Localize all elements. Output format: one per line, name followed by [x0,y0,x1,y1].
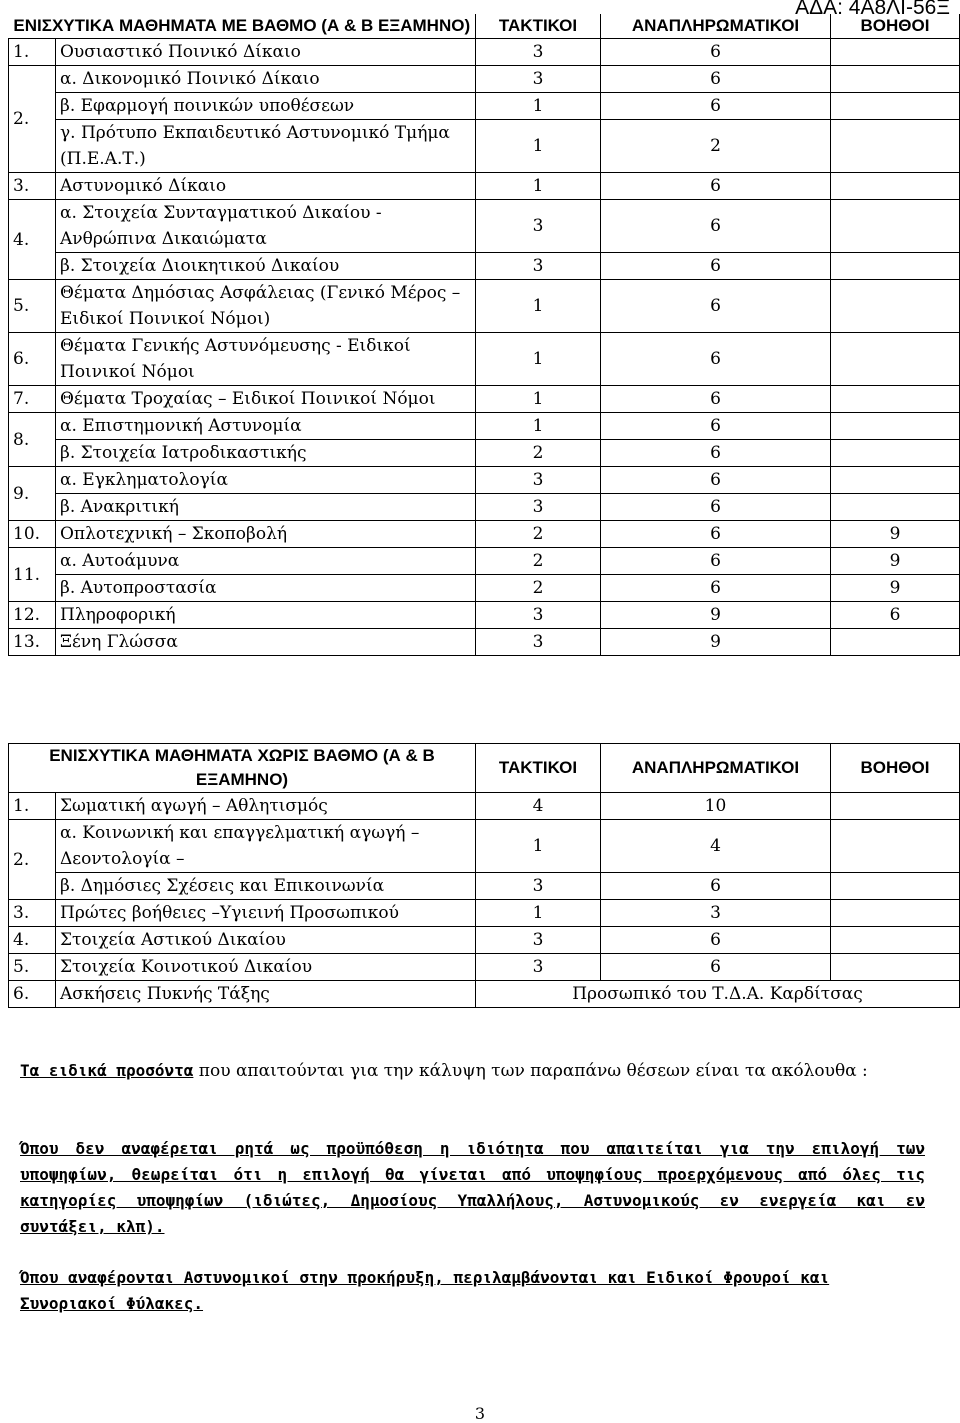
row-regular: 1 [476,333,601,386]
row-substitute: 6 [601,280,831,333]
row-substitute: 6 [601,575,831,602]
row-subject: β. Στοιχεία Διοικητικού Δικαίου [56,253,476,280]
table-row [9,820,960,873]
row-regular: 3 [476,66,601,93]
row-assistants [831,120,960,173]
table-row [9,793,960,820]
row-regular: 1 [476,900,601,927]
row-regular: 1 [476,820,601,873]
row-subject: β. Αυτοπροστασία [56,575,476,602]
row-subject: α. Κοινωνική και επαγγελματική αγωγή – Δεοντολογία – [56,820,476,873]
col-substitute: ΑΝΑΠΛΗΡΩΜΑΤΙΚΟΙ [601,744,831,793]
row-substitute: 6 [601,521,831,548]
row-number: 4. [9,927,56,954]
row-substitute: 4 [601,820,831,873]
row-substitute: 6 [601,954,831,981]
row-regular: 1 [476,280,601,333]
intro-bold: Τα ειδικά προσόντα [20,1061,194,1080]
row-regular: 3 [476,602,601,629]
table-header [9,14,960,39]
row-regular: 3 [476,927,601,954]
table-row [9,954,960,981]
row-assistants [831,440,960,467]
table-row [9,521,960,548]
row-substitute: 6 [601,200,831,253]
row-assistants [831,873,960,900]
row-assistants [831,253,960,280]
row-assistants [831,629,960,656]
row-assistants [831,494,960,521]
row-assistants [831,820,960,873]
row-number: 3. [9,900,56,927]
row-subject: Πρώτες βοήθειες –Υγιεινή Προσωπικού [56,900,476,927]
row-subject: Ουσιαστικό Ποινικό Δίκαιο [56,39,476,66]
table-title: ΕΝΙΣΧΥΤΙΚΑ ΜΑΘΗΜΑΤΑ ΜΕ ΒΑΘΜΟ (Α & Β ΕΞΑΜΗΝΟ) [9,14,476,39]
row-assistants [831,413,960,440]
table-row [9,548,960,575]
row-regular: 3 [476,494,601,521]
table-row [9,981,960,1008]
row-subject: β. Εφαρμογή ποινικών υποθέσεων [56,93,476,120]
row-regular: 1 [476,93,601,120]
row-subject: α. Δικονομικό Ποινικό Δίκαιο [56,66,476,93]
row-number: 11. [9,548,56,602]
row-number: 9. [9,467,56,521]
row-assistants [831,93,960,120]
row-number: 1. [9,39,56,66]
table-row [9,66,960,93]
col-assistants: ΒΟΗΘΟΙ [831,14,960,39]
row-assistants [831,793,960,820]
row-number: 3. [9,173,56,200]
row-regular: 1 [476,413,601,440]
row-number: 10. [9,521,56,548]
row-subject: Θέματα Δημόσιας Ασφάλειας (Γενικό Μέρος – Ειδικοί Ποινικοί Νόμοι) [56,280,476,333]
row-substitute: 6 [601,93,831,120]
table-row [9,413,960,440]
row-number: 2. [9,66,56,173]
row-substitute: 2 [601,120,831,173]
row-assistants [831,954,960,981]
row-subject: β. Δημόσιες Σχέσεις και Επικοινωνία [56,873,476,900]
row-substitute: 6 [601,440,831,467]
table-row [9,200,960,253]
row-number: 6. [9,981,56,1008]
row-subject: Θέματα Γενικής Αστυνόμευσης - Ειδικοί Ποινικοί Νόμοι [56,333,476,386]
row-substitute: 10 [601,793,831,820]
row-regular: 3 [476,39,601,66]
col-assistants: ΒΟΗΘΟΙ [831,744,960,793]
row-substitute: 9 [601,629,831,656]
row-regular: 1 [476,173,601,200]
row-substitute: 6 [601,467,831,494]
row-assistants [831,39,960,66]
row-assistants: 6 [831,602,960,629]
row-subject: γ. Πρότυπο Εκπαιδευτικό Αστυνομικό Τμήμα (Π.Ε.Α.Τ.) [56,120,476,173]
row-regular: 2 [476,521,601,548]
row-number: 1. [9,793,56,820]
table-row [9,629,960,656]
graded-courses-table [8,14,960,656]
row-regular: 2 [476,548,601,575]
table-row [9,386,960,413]
row-assistants [831,280,960,333]
row-number: 2. [9,820,56,900]
row-substitute: 6 [601,386,831,413]
row-substitute: 6 [601,873,831,900]
row-number: 7. [9,386,56,413]
row-substitute: 6 [601,66,831,93]
row-subject: Οπλοτεχνική – Σκοποβολή [56,521,476,548]
qualifications-intro [20,1058,925,1084]
row-subject: β. Ανακριτική [56,494,476,521]
row-number: 13. [9,629,56,656]
row-substitute: 3 [601,900,831,927]
page-number: 3 [474,1404,486,1423]
row-staff: Προσωπικό του Τ.Δ.Α. Καρδίτσας [476,981,960,1008]
row-number: 12. [9,602,56,629]
row-assistants [831,900,960,927]
row-subject: Πληροφορική [56,602,476,629]
row-assistants: 9 [831,548,960,575]
row-regular: 3 [476,467,601,494]
row-subject: α. Αυτοάμυνα [56,548,476,575]
row-regular: 3 [476,873,601,900]
row-subject: Αστυνομικό Δίκαιο [56,173,476,200]
table-row [9,873,960,900]
row-regular: 2 [476,575,601,602]
table-row [9,39,960,66]
note-paragraph-1 [20,1136,925,1240]
row-regular: 3 [476,200,601,253]
table-row [9,467,960,494]
row-assistants [831,927,960,954]
note-text: Όπου αναφέρονται Αστυνομικοί στην προκήρυξη, περιλαμβάνονται και Ειδικοί Φρουροί και Συνοριακοί Φύλακες. [20,1268,830,1313]
row-subject: Στοιχεία Αστικού Δικαίου [56,927,476,954]
row-substitute: 6 [601,548,831,575]
col-regular: ΤΑΚΤΙΚΟΙ [476,14,601,39]
row-regular: 1 [476,386,601,413]
row-regular: 3 [476,954,601,981]
table-row [9,602,960,629]
table-row [9,253,960,280]
row-number: 5. [9,280,56,333]
note-paragraph-2 [20,1265,925,1317]
table-row [9,93,960,120]
row-number: 5. [9,954,56,981]
row-regular: 2 [476,440,601,467]
table-row [9,440,960,467]
row-assistants [831,386,960,413]
col-regular: ΤΑΚΤΙΚΟΙ [476,744,601,793]
row-assistants [831,173,960,200]
row-assistants: 9 [831,521,960,548]
row-regular: 3 [476,629,601,656]
row-number: 4. [9,200,56,280]
row-regular: 3 [476,253,601,280]
table-header [9,744,960,793]
row-assistants [831,467,960,494]
row-assistants [831,66,960,93]
row-subject: Ασκήσεις Πυκνής Τάξης [56,981,476,1008]
row-assistants [831,333,960,386]
col-substitute: ΑΝΑΠΛΗΡΩΜΑΤΙΚΟΙ [601,14,831,39]
ungraded-courses-table [8,743,960,1008]
table-row [9,333,960,386]
row-subject: Σωματική αγωγή – Αθλητισμός [56,793,476,820]
row-subject: β. Στοιχεία Ιατροδικαστικής [56,440,476,467]
row-substitute: 9 [601,602,831,629]
row-subject: Θέματα Τροχαίας – Ειδικοί Ποινικοί Νόμοι [56,386,476,413]
table-row [9,900,960,927]
table-row [9,494,960,521]
row-subject: Στοιχεία Κοινοτικού Δικαίου [56,954,476,981]
intro-text: που απαιτούνται για την κάλυψη των παραπάνω θέσεων είναι τα ακόλουθα : [193,1061,868,1081]
row-substitute: 6 [601,927,831,954]
row-substitute: 6 [601,253,831,280]
table-row [9,173,960,200]
row-substitute: 6 [601,39,831,66]
table-row [9,280,960,333]
table-row [9,575,960,602]
row-subject: α. Επιστημονική Αστυνομία [56,413,476,440]
table-row [9,927,960,954]
row-substitute: 6 [601,413,831,440]
row-number: 6. [9,333,56,386]
document-code: ΑΔΑ: 4Α8ΛΙ-56Ξ [795,0,950,19]
row-regular: 1 [476,120,601,173]
row-substitute: 6 [601,494,831,521]
row-regular: 4 [476,793,601,820]
row-subject: α. Στοιχεία Συνταγματικού Δικαίου - Ανθρώπινα Δικαιώματα [56,200,476,253]
row-substitute: 6 [601,333,831,386]
row-subject: α. Εγκληματολογία [56,467,476,494]
note-text: Όπου δεν αναφέρεται ρητά ως προϋπόθεση η ιδιότητα που απαιτείται για την επιλογή των υποψηφίων, θεωρείται ότι η επιλογή θα γίνεται από υποψηφίους προερχόμενους από όλες τις κατηγορίες υποψηφίων (ιδιώτες, Δημοσίους Υπαλλήλους, Αστυνομικούς εν ενεργεία και εν συντάξει, κλπ). [20,1139,925,1236]
row-assistants [831,200,960,253]
row-subject: Ξένη Γλώσσα [56,629,476,656]
table-title: ΕΝΙΣΧΥΤΙΚΑ ΜΑΘΗΜΑΤΑ ΧΩΡΙΣ ΒΑΘΜΟ (Α & Β ΕΞΑΜΗΝΟ) [9,744,476,793]
row-substitute: 6 [601,173,831,200]
table-row [9,120,960,173]
row-number: 8. [9,413,56,467]
row-assistants: 9 [831,575,960,602]
